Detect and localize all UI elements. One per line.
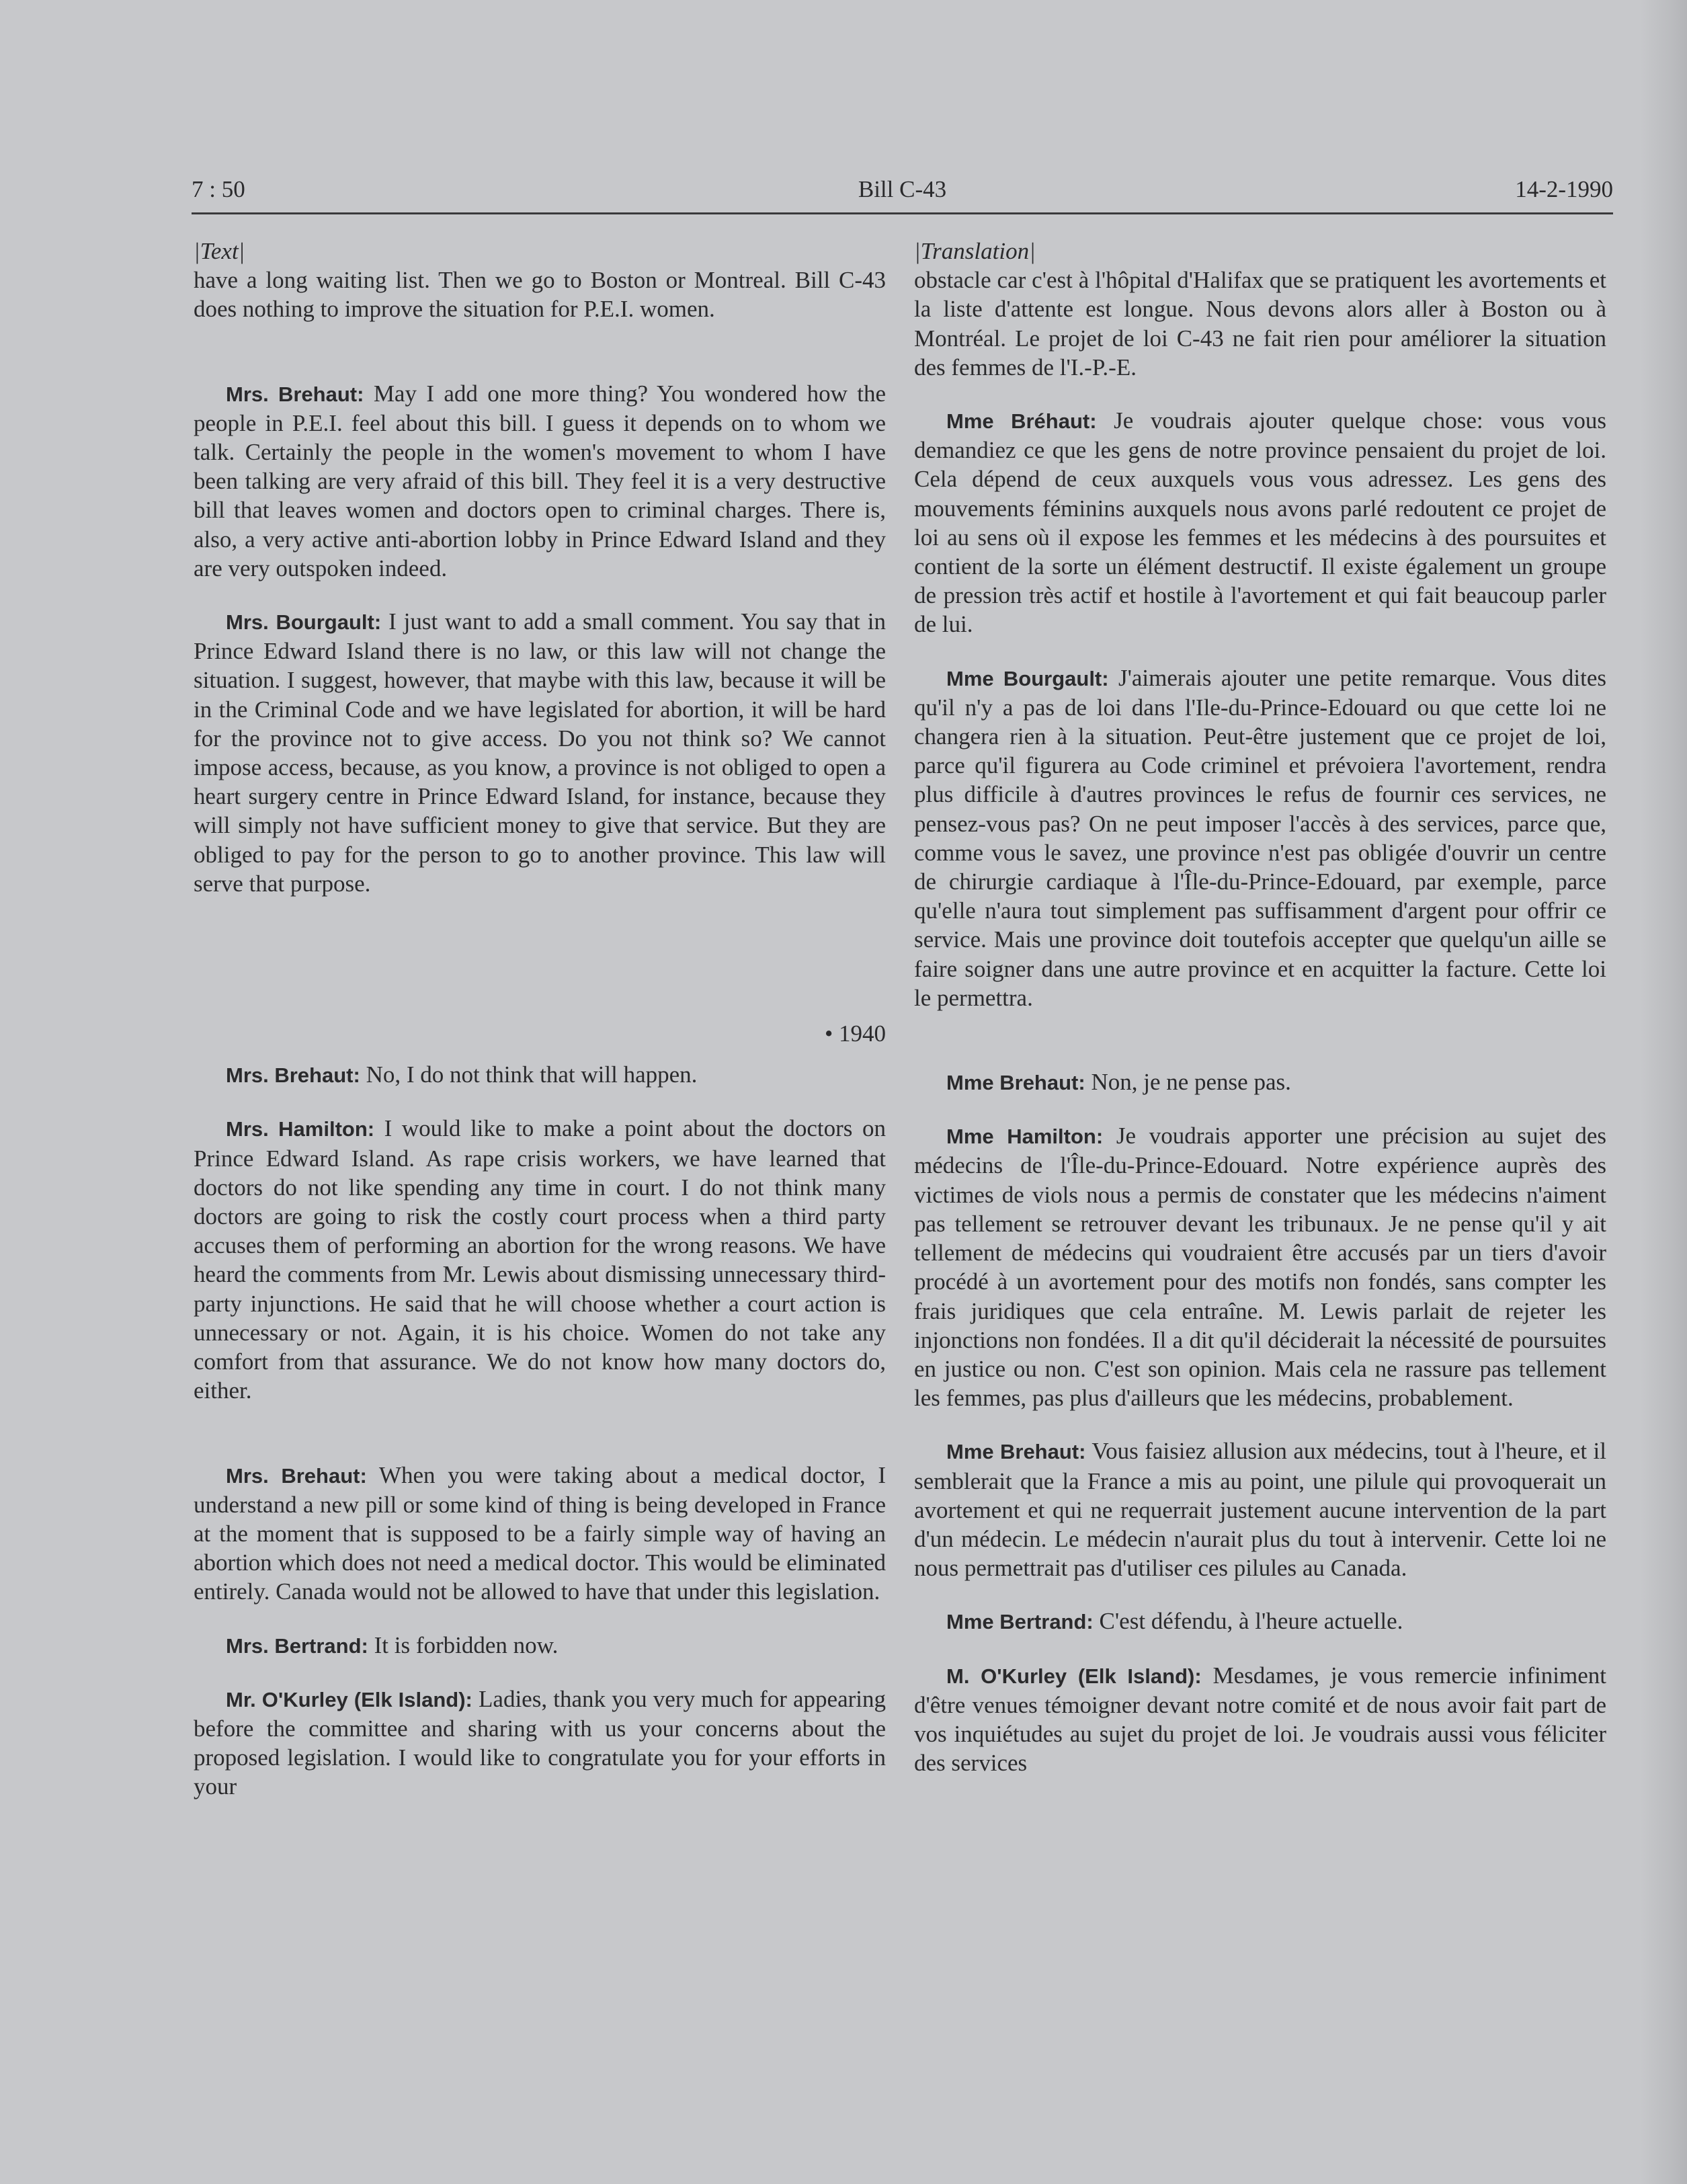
speech-bourgault [194, 607, 886, 898]
speech-text: Vous faisiez allusion aux médecins, tout à l'heure, et il semblerait que la France a mis au point, une pilule qui provoquerait un avortement et qui ne requerrait justement aucune intervention de la part d'un médecin. Le médecin n'aurait plus du tout à intervenir. Cette loi ne nous permettrait pas d'utiliser ces pilules au Canada. [914, 1438, 1606, 1582]
header-date: 14-2-1990 [1515, 176, 1613, 202]
marker-label: Text [200, 238, 239, 264]
speech-brehaut-3 [914, 1437, 1606, 1582]
speech-text: I would like to make a point about the doctors on Prince Edward Island. As rape crisis workers, we have learned that doctors do not like spending any time in court. I do not think many doctors are going to risk the costly court process when a third party accuses them of performing an abortion for the wrong reasons. We have heard the comments from Mr. Lewis about dismissing unnecessary third-party injunctions. He said that he will choose whether a court action is unnecessary or not. Again, it is his choice. Women do not take any comfort from that assurance. We do not know how many doctors do, either. [194, 1115, 886, 1404]
speech-brehaut-2 [194, 1060, 886, 1090]
speaker-name: Mme Brehaut: [946, 1440, 1086, 1464]
speaker-name: Mme Bertrand: [946, 1610, 1094, 1634]
speech-brehaut-3 [194, 1461, 886, 1607]
speaker-name: Mme Bourgault: [946, 666, 1109, 690]
speech-brehaut-1 [914, 406, 1606, 639]
speech-text: C'est défendu, à l'heure actuelle. [1093, 1608, 1403, 1635]
marker-label: Translation [920, 238, 1030, 264]
speaker-name: Mrs. Brehaut: [226, 1063, 360, 1088]
speaker-name: Mr. O'Kurley (Elk Island): [226, 1687, 472, 1711]
speaker-name: Mme Hamilton: [946, 1125, 1104, 1149]
paragraph: obstacle car c'est à l'hôpital d'Halifax que se pratiquent les avortements et la liste d'attente est longue. Nous devons alors aller à Boston ou à Montréal. Le projet de loi C-43 ne fait rien pour améliorer la situation des femmes de l'I.-P.-E. [914, 267, 1606, 380]
speaker-name: Mrs. Brehaut: [226, 382, 364, 406]
time-stamp: • 1940 [824, 1020, 886, 1047]
speech-text: I just want to add a small comment. You say that in Prince Edward Island there is no law, or this law will not change the situation. I suggest, however, that maybe with this law, because it will be in the Criminal Code and we have legislated for abortion, it will be hard for the province not to give access. Do you not think so? We cannot impose access, because, as you know, a province is not obliged to open a heart surgery centre in Prince Edward Island, for instance, because they will simply not have sufficient money to give that service. But they are obliged to pay for the person to go to another province. This law will serve that purpose. [194, 608, 886, 897]
running-header [192, 176, 1613, 214]
speech-brehaut-1 [194, 379, 886, 583]
speech-text: J'aimerais ajouter une petite remarque. Vous dites qu'il n'y a pas de loi dans l'Ile-du-Prince-Edouard ou que cette loi ne changera rien à la situation. Peut-être justement que ce projet de loi, parce qu'il figurera au Code criminel et prévoiera l'avortement, rendra plus difficile à d'autres provinces le refus de fournir ces services, ne pensez-vous pas? On ne peut imposer l'accès à des services, parce que, comme vous le savez, une province n'est pas obligée d'ouvrir un centre de chirurgie cardiaque à l'Île-du-Prince-Edouard, par exemple, parce qu'elle n'aura tout simplement pas suffisamment d'argent pour offrir ce service. Mais une province doit toutefois accepter que quelqu'un aille se faire soigner dans une autre province et en acquitter la facture. Cette loi le permettra. [914, 664, 1606, 1011]
speaker-name: Mme Bréhaut: [946, 409, 1097, 434]
speaker-name: Mrs. Brehaut: [226, 1463, 367, 1488]
paragraph: have a long waiting list. Then we go to Boston or Montreal. Bill C-43 does nothing to improve the situation for P.E.I. women. [194, 267, 886, 323]
speech-text: Je voudrais ajouter quelque chose: vous vous demandiez ce que les gens de notre province pensaient du projet de loi. Cela dépend de ceux auxquels vous vous adressez. Les gens des mouvements féminins auxquels nous avons parlé redoutent ce projet de loi au sens où il expose les femmes et les médecins à des poursuites et contient de la sorte un élément destructif. Il existe également un groupe de pression très actif et hostile à l'avortement et qui fait beaucoup parler de lui. [914, 407, 1607, 638]
speaker-name: Mrs. Hamilton: [226, 1117, 375, 1141]
bill-title: Bill C-43 [858, 176, 947, 202]
page-number: 7 : 50 [192, 176, 245, 202]
speech-text: Ladies, thank you very much for appearing before the committee and sharing with us your concerns about the proposed legislation. I would like to congratulate you for your efforts in your [194, 1685, 886, 1800]
speech-text: It is forbidden now. [368, 1631, 559, 1658]
speaker-name: Mme Brehaut: [946, 1071, 1085, 1095]
english-column [194, 237, 886, 1802]
french-column [914, 237, 1606, 1777]
speech-hamilton [914, 1121, 1606, 1412]
speaker-name: Mrs. Bertrand: [226, 1633, 368, 1658]
speech-brehaut-2 [914, 1067, 1606, 1097]
speech-text: Je voudrais apporter une précision au sujet des médecins de l'Île-du-Prince-Edouard. Notre expérience auprès des victimes de viols nous a permis de constater que les médecins n'aiment pas tellement se retrouver devant les tribunaux. Je ne pense qu'il y ait tellement de médecins qui voudraient être accusés par un tiers d'avoir procédé à un avortement pour des motifs non fondés, sans compter les frais juridiques que cela entraîne. M. Lewis parlait de rejeter les injonctions non fondées. Il a dit qu'il déciderait la nécessité de poursuites en justice ou non. C'est son opinion. Mais cela ne rassure pas tellement les femmes, pas plus d'ailleurs que les médecins, probablement. [914, 1123, 1606, 1412]
speech-okurley [194, 1685, 886, 1802]
speech-text: No, I do not think that will happen. [360, 1061, 698, 1088]
speech-bertrand [914, 1607, 1606, 1636]
speech-text: Non, je ne pense pas. [1085, 1069, 1291, 1096]
speech-hamilton [194, 1114, 886, 1405]
speech-text: Mesdames, je vous remercie infiniment d'être venues témoigner devant notre comité et de nous avoir fait part de vos inquiétudes au sujet du projet de loi. Je voudrais aussi vous féliciter des services [914, 1662, 1606, 1777]
speech-okurley [914, 1661, 1606, 1778]
speech-bourgault [914, 663, 1606, 1012]
speech-text: May I add one more thing? You wondered how the people in P.E.I. feel about this bill. I guess it depends on to whom we talk. Certainly the people in the women's movement to whom I have been talking are very afraid of this bill. They feel it is a very destructive bill that leaves women and doctors open to criminal charges. There is, also, a very active anti-abortion lobby in Prince Edward Island and they are very outspoken indeed. [194, 380, 886, 581]
page-edge-shadow [1640, 0, 1687, 2184]
speaker-name: M. O'Kurley (Elk Island): [946, 1664, 1202, 1688]
text-marker: |Text| [194, 238, 245, 264]
speech-bertrand [194, 1631, 886, 1660]
speaker-name: Mrs. Bourgault: [226, 610, 382, 635]
translation-marker: |Translation| [914, 238, 1036, 264]
speech-text: When you were taking about a medical doctor, I understand a new pill or some kind of thing is being developed in France at the moment that is supposed to be a fairly simple way of having an abortion which does not need a medical doctor. This would be eliminated entirely. Canada would not be allowed to have that under this legislation. [194, 1461, 886, 1605]
